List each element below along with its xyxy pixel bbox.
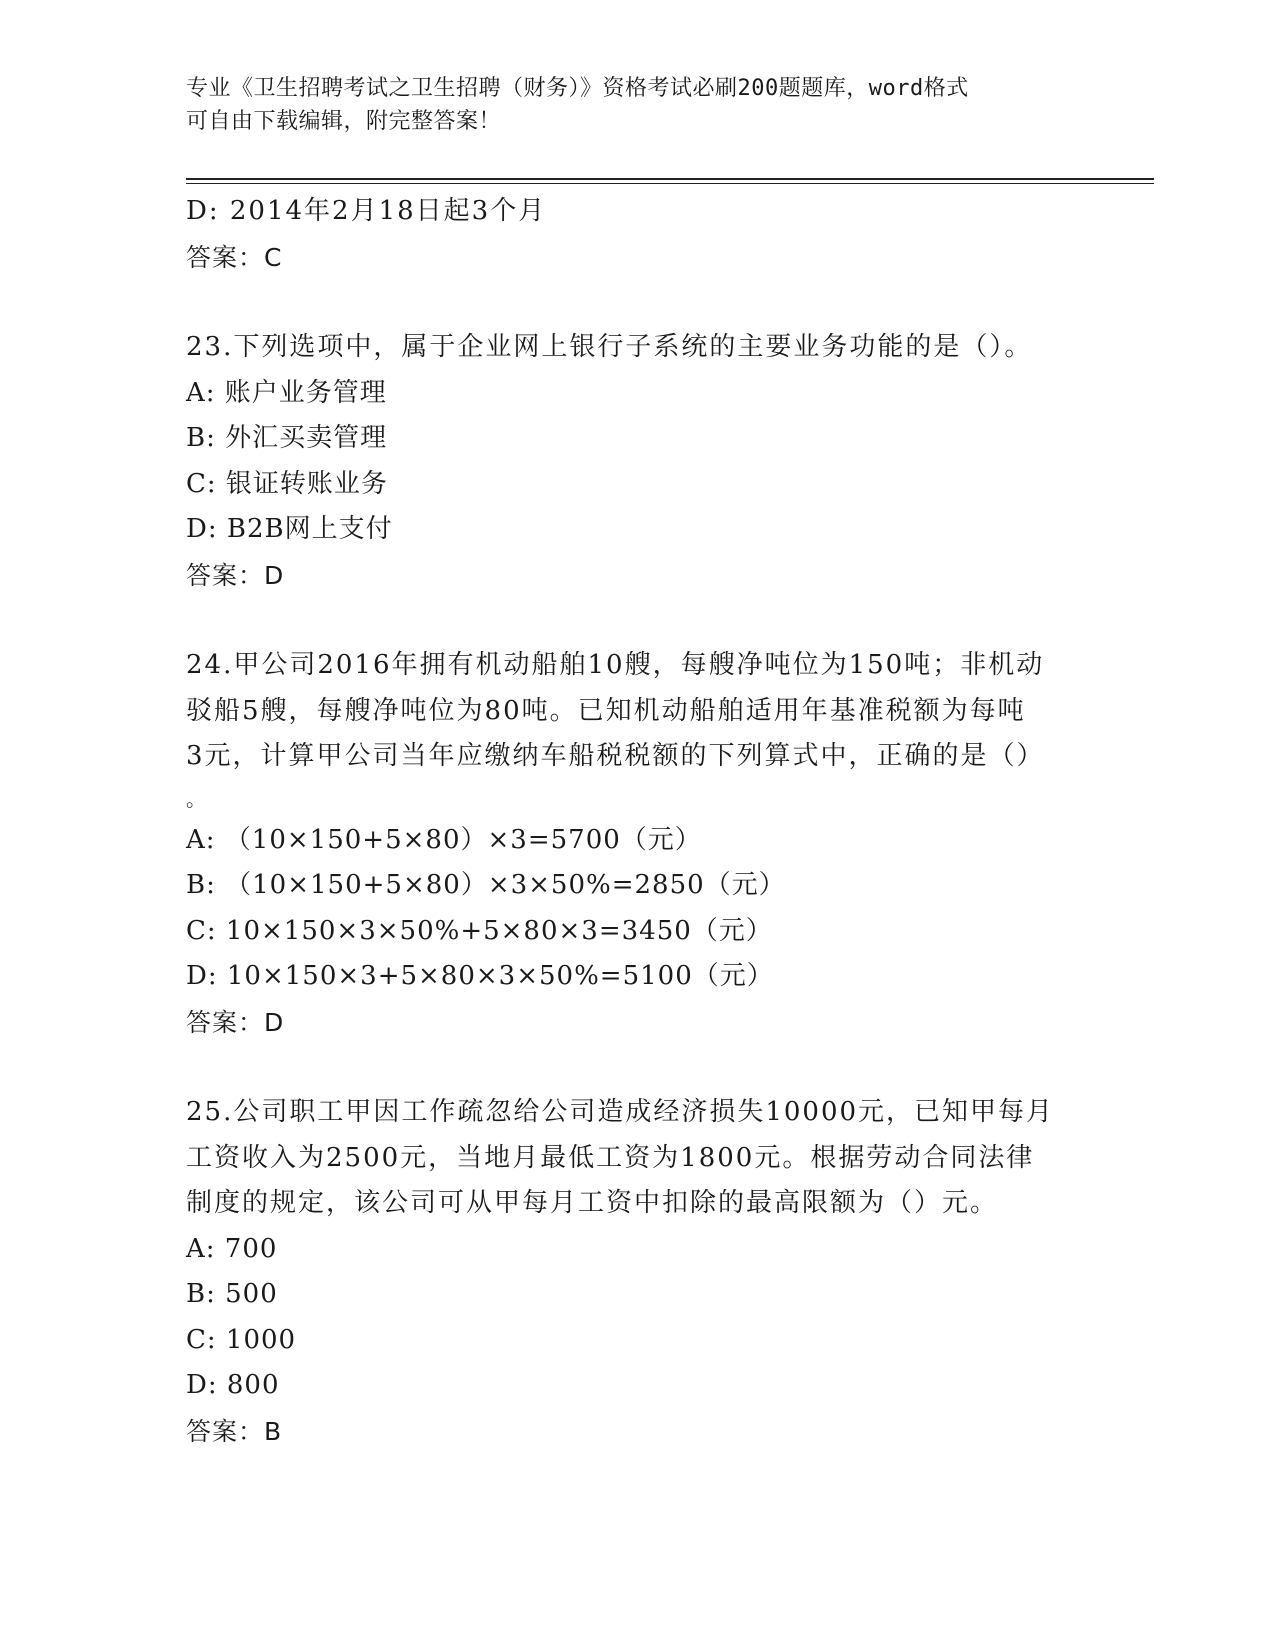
question-stem: 25.公司职工甲因工作疏忽给公司造成经济损失10000元，已知甲每月 xyxy=(186,1097,1055,1127)
option-d: D: 800 xyxy=(186,1370,280,1400)
option-c: C: 1000 xyxy=(186,1324,297,1355)
question-stem: 23.下列选项中，属于企业网上银行子系统的主要业务功能的是（）。 xyxy=(186,332,1033,362)
question-content xyxy=(186,189,1066,1454)
answer: 答案：D xyxy=(186,1007,285,1037)
option-c: C: 10×150×3×50%+5×80×3=3450（元） xyxy=(186,915,773,946)
option-a: A: 账户业务管理 xyxy=(186,377,387,408)
question-stem: 制度的规定，该公司可从甲每月工资中扣除的最高限额为（）元。 xyxy=(186,1188,999,1218)
question-stem: 3元，计算甲公司当年应缴纳车船税税额的下列算式中，正确的是（） xyxy=(186,741,1045,771)
question-stem: 。 xyxy=(186,786,208,811)
header-line-1: 专业《卫生招聘考试之卫生招聘（财务）》资格考试必刷200题题库，word格式 xyxy=(186,76,969,101)
option-b: B: （10×150+5×80）×3×50%=2850（元） xyxy=(186,870,786,900)
header-divider-thick xyxy=(186,178,1154,180)
question-24 xyxy=(186,643,1066,1045)
option-b: B: 外汇买卖管理 xyxy=(186,423,388,453)
answer: 答案：B xyxy=(186,1416,283,1446)
previous-question-tail xyxy=(186,189,1066,280)
document-header xyxy=(186,72,1066,138)
option-d: D: B2B网上支付 xyxy=(186,514,393,544)
question-25 xyxy=(186,1090,1066,1454)
option-a: A: （10×150+5×80）×3=5700（元） xyxy=(186,824,702,855)
question-stem: 驳船5艘，每艘净吨位为80吨。已知机动船舶适用年基准税额为每吨 xyxy=(186,695,1026,726)
option-b: B: 500 xyxy=(186,1279,278,1309)
option-d: D: 10×150×3+5×80×3×50%=5100（元） xyxy=(186,961,774,991)
option-d: D: 2014年2月18日起3个月 xyxy=(186,196,547,226)
answer: 答案：D xyxy=(186,560,285,590)
question-23 xyxy=(186,325,1066,598)
option-c: C: 银证转账业务 xyxy=(186,468,388,499)
header-divider-thin xyxy=(186,183,1154,184)
question-stem: 24.甲公司2016年拥有机动船舶10艘，每艘净吨位为150吨；非机动 xyxy=(186,650,1045,680)
answer: 答案：C xyxy=(186,242,283,272)
option-a: A: 700 xyxy=(186,1233,278,1264)
question-stem: 工资收入为2500元，当地月最低工资为1800元。根据劳动合同法律 xyxy=(186,1142,1035,1173)
header-line-2: 可自由下载编辑，附完整答案！ xyxy=(186,109,502,134)
